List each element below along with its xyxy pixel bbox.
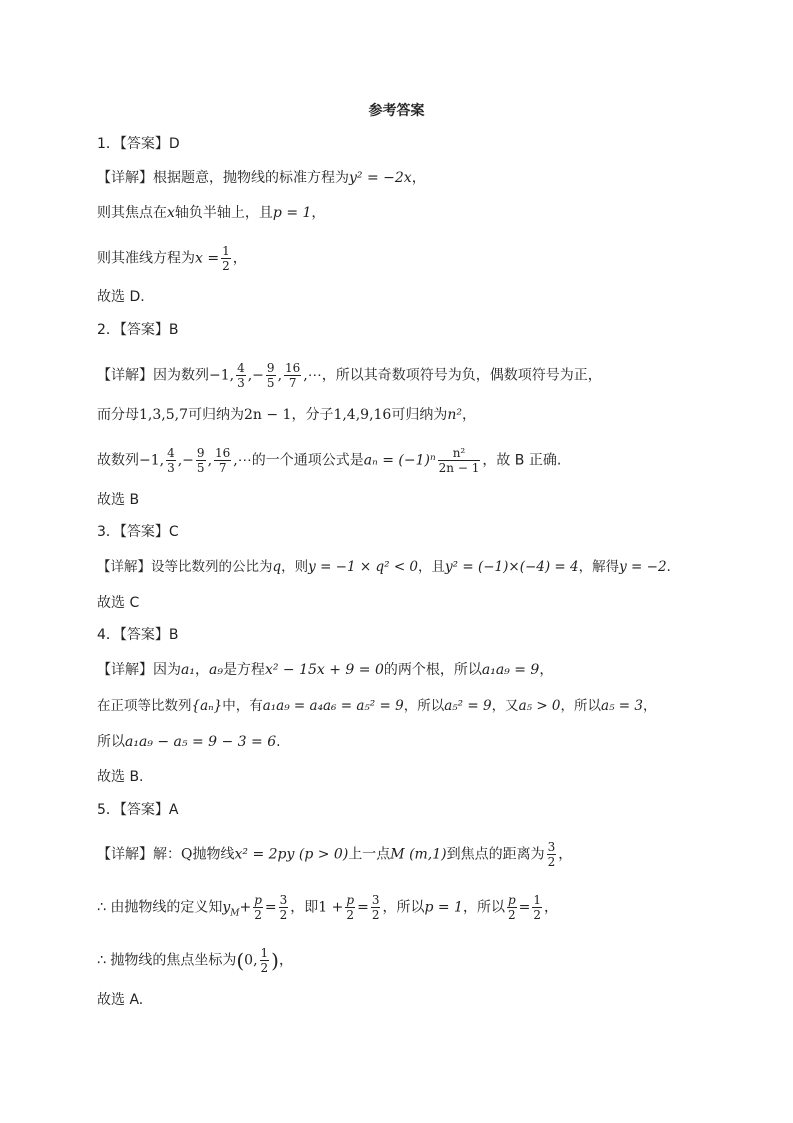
fraction: $\frac{4}{3}$ bbox=[237, 361, 245, 390]
fraction: $\frac{1}{2}$ bbox=[533, 893, 542, 922]
fraction: $\frac{p}{2}$ bbox=[507, 893, 516, 922]
q5-answer-heading: 5．【答案】A bbox=[97, 802, 179, 818]
q4-line-2: 在正项等比数列{aₙ}中，有a₁a₉ = a₄a₆ = a₅² = 9，所以a₅² = 9，又a₅ > 0，所以a₅ = 3， bbox=[97, 698, 657, 714]
q1-detail-tag: 【详解】 bbox=[97, 170, 153, 186]
q3-line-1: 【详解】设等比数列的公比为q，则y = −1 × q² < 0，且y² = (−1)×(−4) = 4，解得y = −2. bbox=[97, 559, 671, 575]
q2-line-4: 故选 B bbox=[97, 492, 140, 508]
q3-line-2: 故选 C bbox=[97, 595, 140, 611]
q5-line-4: 故选 A. bbox=[97, 992, 144, 1008]
fraction: $\frac{16}{7}$ bbox=[215, 446, 231, 475]
fraction: $\frac{16}{7}$ bbox=[285, 361, 301, 390]
q4-answer-heading: 4．【答案】B bbox=[97, 627, 179, 643]
fraction: $\frac{4}{3}$ bbox=[167, 446, 175, 475]
q2-line-3: 故数列−1, $\frac{4}{3}$ ,− $\frac{9}{5}$ , $\frac{16}{7}$ ,⋯的一个通项公式是aₙ = (−1)ⁿ $\frac{\text{n²}}{2n - 1}$ ，故 B 正确. bbox=[97, 446, 562, 475]
q1-line-4: 故选 D. bbox=[97, 289, 145, 305]
fraction: $\frac{9}{5}$ bbox=[196, 446, 205, 475]
q1-line-3: 则其准线方程为x = $\frac{1}{2}$ ， bbox=[97, 244, 247, 273]
fraction: $\frac{p}{2}$ bbox=[254, 893, 262, 922]
fraction: $\frac{p}{2}$ bbox=[346, 893, 355, 922]
page-title: 参考答案 bbox=[368, 103, 425, 119]
q2-answer-heading: 2．【答案】B bbox=[97, 322, 179, 338]
q4-line-3: 所以a₁a₉ − a₅ = 9 − 3 = 6. bbox=[97, 734, 281, 750]
q1-line-2: 则其焦点在x轴负半轴上，且p = 1， bbox=[97, 205, 326, 221]
q4-line-1: 【详解】因为a₁，a₉是方程x² − 15x + 9 = 0的两个根，所以a₁a₉ = 9， bbox=[97, 662, 554, 678]
q5-detail-tag: 【详解】 bbox=[97, 846, 153, 863]
q4-line-4: 故选 B. bbox=[97, 769, 144, 785]
q3-detail-tag: 【详解】 bbox=[97, 559, 151, 575]
fraction: $\frac{\text{n²}}{2n - 1}$ bbox=[438, 446, 480, 475]
q4-detail-tag: 【详解】 bbox=[97, 662, 153, 678]
q1-line-1: 【详解】根据题意，抛物线的标准方程为y² = −2x， bbox=[97, 170, 426, 186]
q2-line-2: 而分母1,3,5,7可归纳为2n − 1，分子1,4,9,16可归纳为n²， bbox=[97, 407, 476, 423]
fraction: $\frac{1}{2}$ bbox=[260, 946, 269, 975]
q3-answer-heading: 3．【答案】C bbox=[97, 524, 179, 540]
fraction: $\frac{1}{2}$ bbox=[222, 244, 230, 273]
q2-detail-tag: 【详解】 bbox=[97, 367, 153, 384]
q2-line-1: 【详解】因为数列−1, $\frac{4}{3}$ ,− $\frac{9}{5}$ , $\frac{16}{7}$ ,⋯，所以其奇数项符号为负，偶数项符号为正， bbox=[97, 361, 602, 390]
q5-line-1: 【详解】解：Q抛物线x² = 2py (p > 0)上一点M (m,1)到焦点的距离为 $\frac{3}{2}$ ， bbox=[97, 840, 573, 869]
q5-line-2: ∴ 由抛物线的定义知$y_M+$ $\frac{p}{2}$ = $\frac{3}{2}$ ，即1 + $\frac{p}{2}$ = $\frac{3}{2}$ ，所以p = 1，所以 $\frac{p}{2}$ = $\frac{1}{2}$ ， bbox=[97, 893, 559, 922]
fraction: $\frac{3}{2}$ bbox=[371, 893, 380, 922]
fraction: $\frac{3}{2}$ bbox=[547, 840, 556, 869]
fraction: $\frac{9}{5}$ bbox=[266, 361, 275, 390]
fraction: $\frac{3}{2}$ bbox=[279, 893, 288, 922]
q5-line-3: ∴ 抛物线的焦点坐标为(0, $\frac{1}{2}$ )， bbox=[97, 946, 293, 975]
q1-answer-heading: 1．【答案】D bbox=[97, 136, 180, 152]
